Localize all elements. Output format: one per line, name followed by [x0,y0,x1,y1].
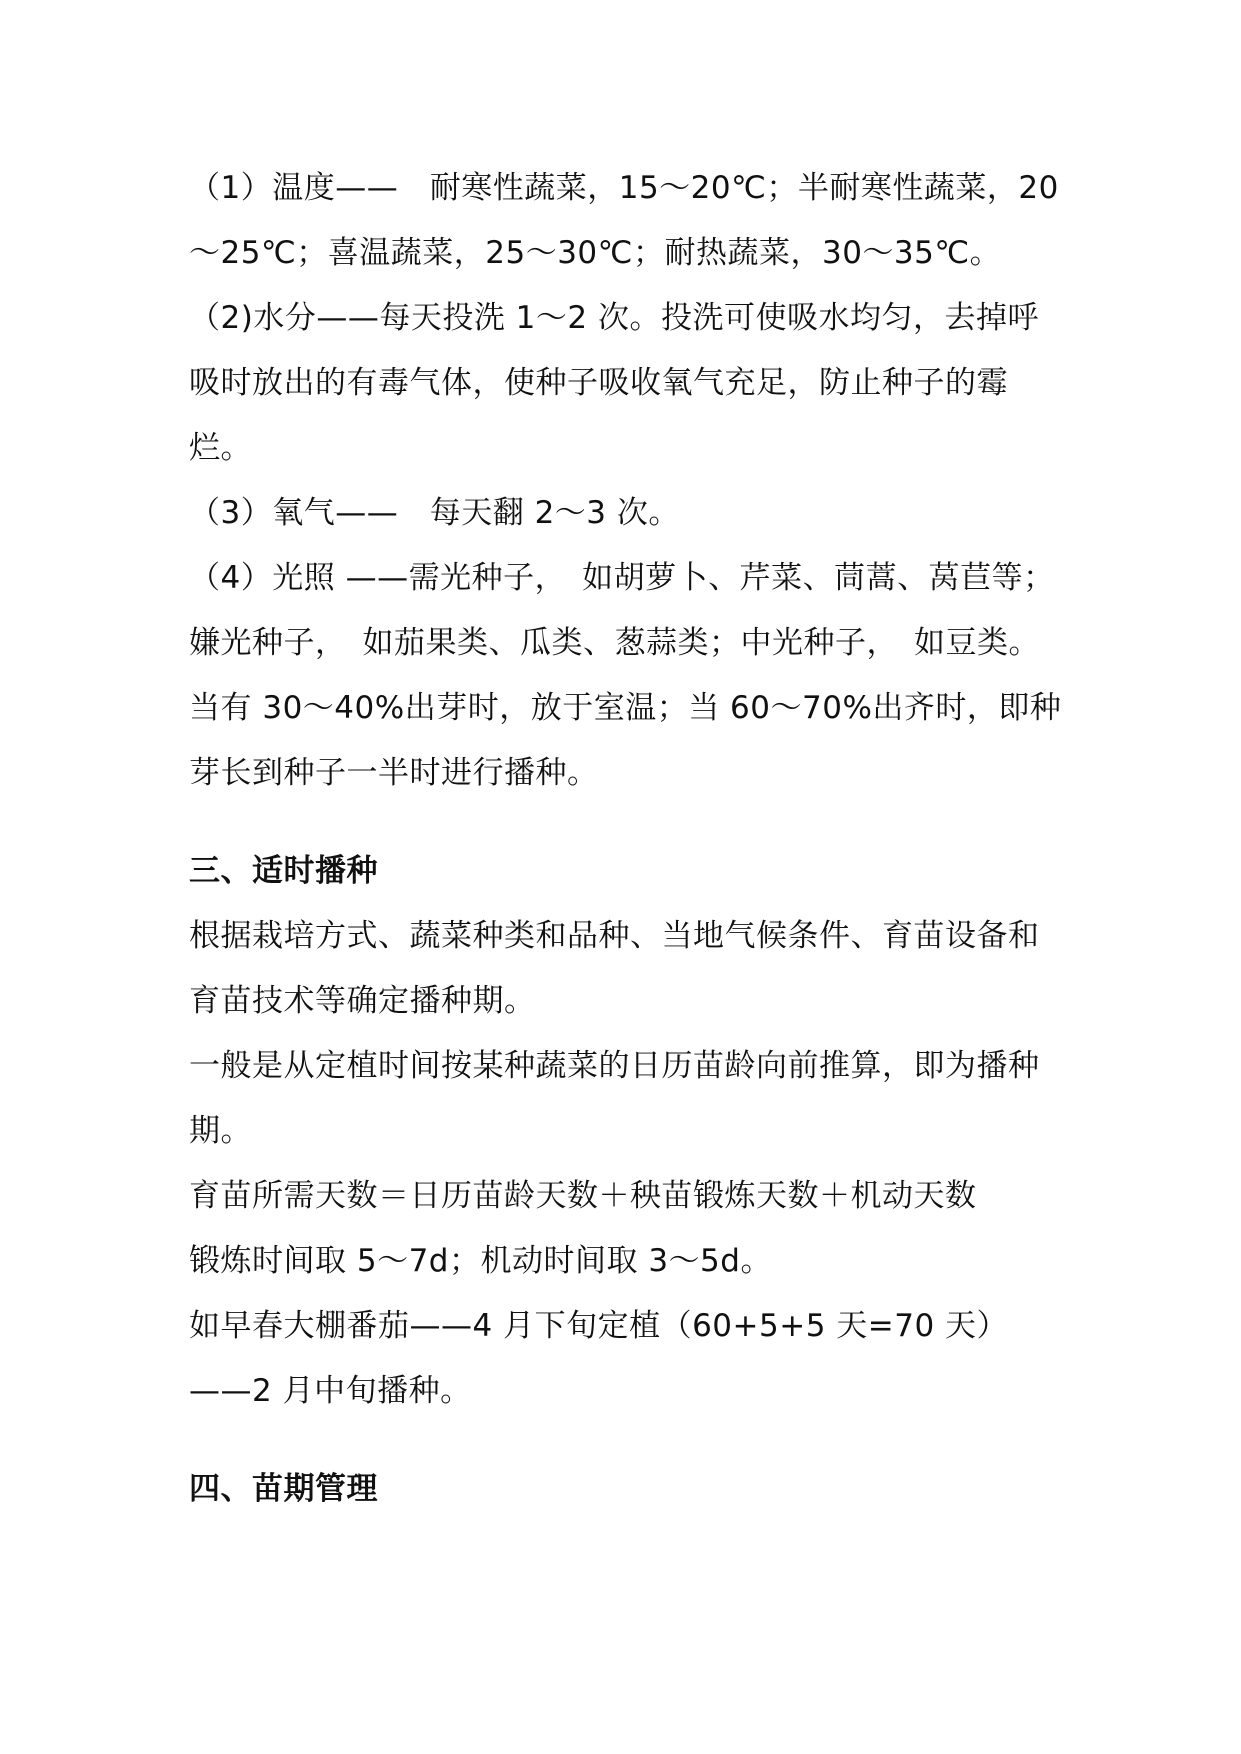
paragraph-temperature: （1）温度—— 耐寒性蔬菜，15～20℃；半耐寒性蔬菜，20～25℃；喜温蔬菜，25～30℃；耐热蔬菜，30～35℃。 [189,170,1059,271]
paragraph-light: （4）光照 ——需光种子， 如胡萝卜、芹菜、茼蒿、莴苣等；嫌光种子， 如茄果类、瓜类、葱蒜类；中光种子， 如豆类。 [189,560,1055,661]
section-heading-sowing: 三、适时播种 [189,853,378,889]
paragraph-seedling-days-formula: 育苗所需天数＝日历苗龄天数＋秧苗锻炼天数＋机动天数 [189,1178,977,1214]
paragraph-oxygen: （3）氧气—— 每天翻 2～3 次。 [189,495,680,531]
document-page [189,156,1069,1522]
section-heading-seedling-management: 四、苗期管理 [189,1471,378,1507]
paragraph-moisture: （2)水分——每天投洗 1～2 次。投洗可使吸水均匀，去掉呼吸时放出的有毒气体，使种子吸收氧气充足，防止种子的霉烂。 [189,300,1039,466]
paragraph-tomato-example: 如早春大棚番茄——4 月下旬定植（60+5+5 天=70 天）——2 月中旬播种。 [189,1308,1009,1409]
paragraph-germination: 当有 30～40%出芽时，放于室温；当 60～70%出齐时，即种芽长到种子一半时进行播种。 [189,690,1062,791]
paragraph-sowing-calculation: 一般是从定植时间按某种蔬菜的日历苗龄向前推算，即为播种期。 [189,1048,1040,1149]
paragraph-hardening-time: 锻炼时间取 5～7d；机动时间取 3～5d。 [189,1243,772,1279]
paragraph-sowing-basis: 根据栽培方式、蔬菜种类和品种、当地气候条件、育苗设备和育苗技术等确定播种期。 [189,918,1040,1019]
